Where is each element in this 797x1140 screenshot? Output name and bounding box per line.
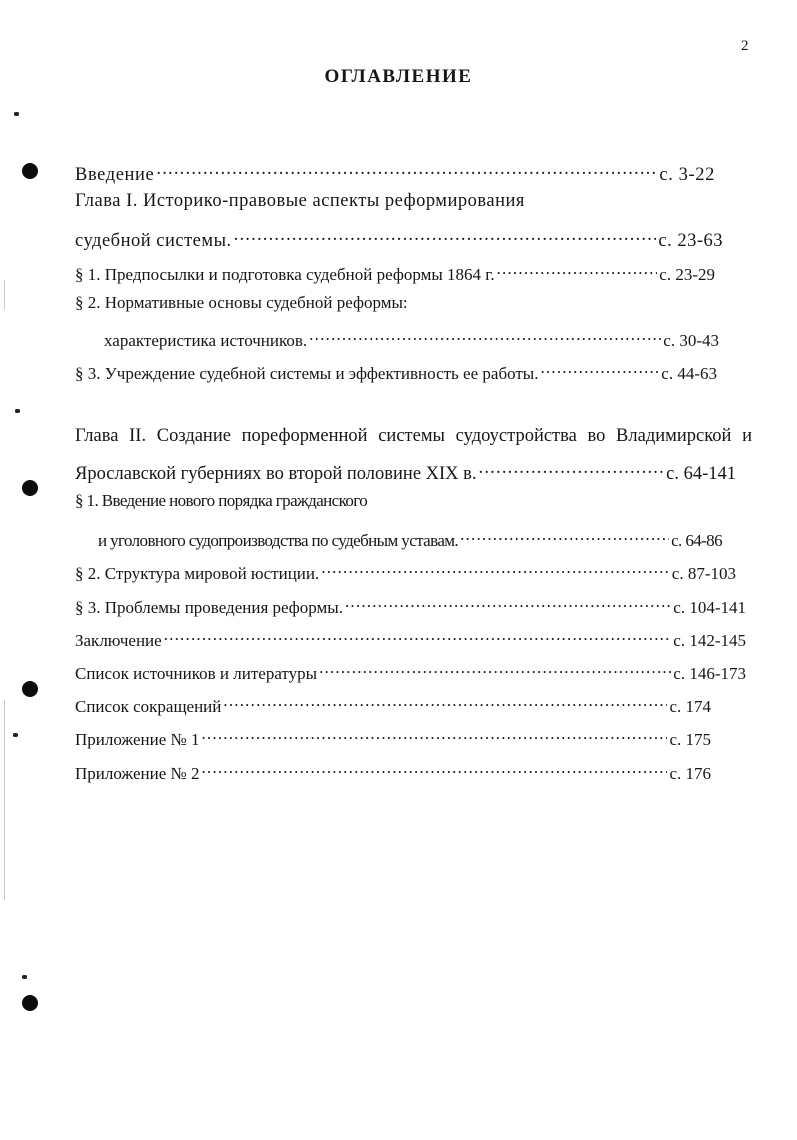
title-word: во [587, 426, 606, 446]
toc-entry-chapter2 [75, 457, 736, 485]
binder-hole [22, 681, 38, 697]
scan-speck [15, 409, 20, 413]
toc-pages: с. 3-22 [659, 165, 715, 185]
toc-label: § 2. Структура мировой юстиции. [75, 564, 320, 583]
toc-entry-ch2-s2 [75, 557, 736, 585]
title-word: Создание [156, 426, 231, 446]
ch1-s2-title: § 2. Нормативные основы судебной реформы: [75, 293, 408, 312]
leader-dots [319, 657, 671, 679]
toc-entry-ch1-s1 [75, 258, 715, 286]
toc-entry-intro [75, 158, 715, 186]
toc-pages: с. 64-86 [671, 531, 722, 550]
toc-label: Список сокращений [75, 697, 222, 716]
toc-entry-ch2-s1 [98, 524, 722, 552]
toc-pages: с. 175 [669, 730, 711, 749]
leader-dots [321, 557, 670, 579]
leader-dots [309, 324, 661, 346]
toc-pages: с. 64-141 [666, 464, 736, 484]
binder-hole [22, 480, 38, 496]
toc-label: § 3. Учреждение судебной системы и эффективность ее работы. [75, 364, 539, 383]
leader-dots [345, 591, 671, 613]
toc-entry-ch1-s2 [104, 324, 719, 352]
title-word: Владимирской [616, 426, 732, 446]
toc-pages: с. 174 [669, 697, 711, 716]
toc-entry-abbreviations [75, 690, 711, 718]
toc-entry-ch1-s3 [75, 357, 717, 385]
toc-pages: с. 44-63 [661, 364, 717, 383]
scan-edge-line [4, 700, 5, 900]
scan-speck [22, 975, 27, 979]
toc-pages: с. 146-173 [673, 664, 746, 683]
scan-speck [14, 112, 19, 116]
toc-pages: с. 142-145 [673, 631, 746, 650]
toc-label: судебной системы. [75, 231, 232, 251]
toc-label: Введение [75, 165, 155, 185]
leader-dots [497, 258, 658, 280]
leader-dots [479, 457, 665, 479]
title-word: II. [129, 426, 147, 446]
page-number: 2 [741, 38, 749, 54]
leader-dots [201, 723, 667, 745]
toc-entry-chapter1 [75, 224, 723, 252]
leader-dots [234, 224, 657, 246]
ch2-s1-title: § 1. Введение нового порядка гражданского [75, 491, 368, 510]
chapter2-title [75, 425, 752, 447]
leader-dots [201, 757, 667, 779]
leader-dots [223, 690, 667, 712]
title-word: и [742, 426, 752, 446]
title-word: судоустройства [455, 426, 577, 446]
toc-label: Список источников и литературы [75, 664, 318, 683]
toc-entry-appendix-1 [75, 723, 711, 751]
page-title: ОГЛАВЛЕНИЕ [324, 66, 473, 87]
scan-speck [13, 733, 18, 737]
toc-pages: с. 176 [669, 764, 711, 783]
title-word: пореформенной [241, 426, 368, 446]
title-word: системы [378, 426, 445, 446]
binder-hole [22, 995, 38, 1011]
toc-pages: с. 30-43 [663, 331, 719, 350]
title-word: Глава [75, 426, 119, 446]
chapter1-title: Глава I. Историко-правовые аспекты реформирования [75, 191, 525, 211]
leader-dots [156, 158, 657, 180]
toc-pages: с. 87-103 [671, 564, 736, 583]
toc-label: и уголовного судопроизводства по судебным уставам. [98, 531, 459, 550]
toc-label: Приложение № 2 [75, 764, 200, 783]
toc-label: характеристика источников. [104, 331, 308, 350]
toc-label: Заключение [75, 631, 162, 650]
toc-pages: с. 104-141 [673, 598, 746, 617]
toc-pages: с. 23-63 [658, 231, 723, 251]
leader-dots [540, 357, 659, 379]
scan-edge-line [4, 280, 5, 310]
toc-label: Ярославской губерниях во второй половине XIX в. [75, 464, 477, 484]
toc-entry-appendix-2 [75, 757, 711, 785]
leader-dots [164, 624, 672, 646]
toc-label: Приложение № 1 [75, 730, 200, 749]
toc-label: § 3. Проблемы проведения реформы. [75, 598, 343, 617]
leader-dots [460, 524, 669, 546]
toc-entry-sources [75, 657, 746, 685]
binder-hole [22, 163, 38, 179]
toc-label: § 1. Предпосылки и подготовка судебной реформы 1864 г. [75, 265, 495, 284]
toc-entry-conclusion [75, 624, 746, 652]
toc-pages: с. 23-29 [659, 265, 715, 284]
toc-entry-ch2-s3 [75, 591, 746, 619]
